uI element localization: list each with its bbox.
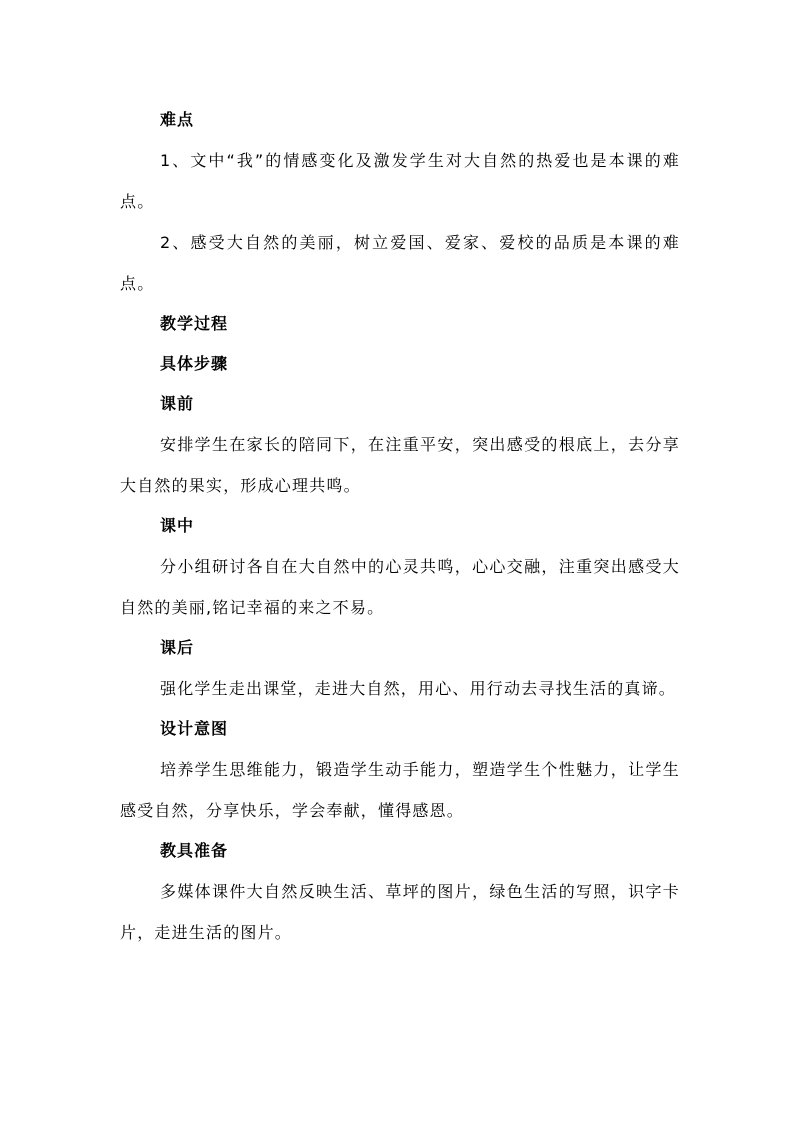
heading-teaching-process: 教学过程 bbox=[160, 314, 229, 333]
heading-design-intent: 设计意图 bbox=[160, 719, 229, 738]
paragraph-difficulty-2: 2、感受大自然的美丽，树立爱国、爱家、爱校的品质是本课的难点。 bbox=[120, 233, 680, 293]
paragraph-after-class: 强化学生走出课堂，走进大自然，用心、用行动去寻找生活的真谛。 bbox=[160, 679, 677, 698]
heading-teaching-aids: 教具准备 bbox=[160, 841, 229, 860]
heading-difficulties: 难点 bbox=[160, 110, 195, 129]
paragraph-during-class: 分小组研讨各自在大自然中的心灵共鸣，心心交融，注重突出感受大自然的美丽,铭记幸福的来之不易。 bbox=[120, 557, 680, 617]
heading-after-class: 课后 bbox=[160, 638, 195, 657]
paragraph-before-class: 安排学生在家长的陪同下，在注重平安，突出感受的根底上，去分享大自然的果实，形成心理共鸣。 bbox=[120, 435, 680, 495]
heading-during-class: 课中 bbox=[160, 516, 195, 535]
heading-specific-steps: 具体步骤 bbox=[160, 354, 229, 373]
paragraph-difficulty-1: 1、文中“我”的情感变化及激发学生对大自然的热爱也是本课的难点。 bbox=[120, 151, 680, 211]
paragraph-design-intent: 培养学生思维能力，锻造学生动手能力，塑造学生个性魅力，让学生感受自然，分享快乐，学会奉献，懂得感恩。 bbox=[120, 760, 680, 820]
heading-before-class: 课前 bbox=[160, 394, 195, 413]
document-body bbox=[120, 100, 680, 953]
paragraph-teaching-aids: 多媒体课件大自然反映生活、草坪的图片，绿色生活的写照，识字卡片，走进生活的图片。 bbox=[120, 882, 680, 942]
